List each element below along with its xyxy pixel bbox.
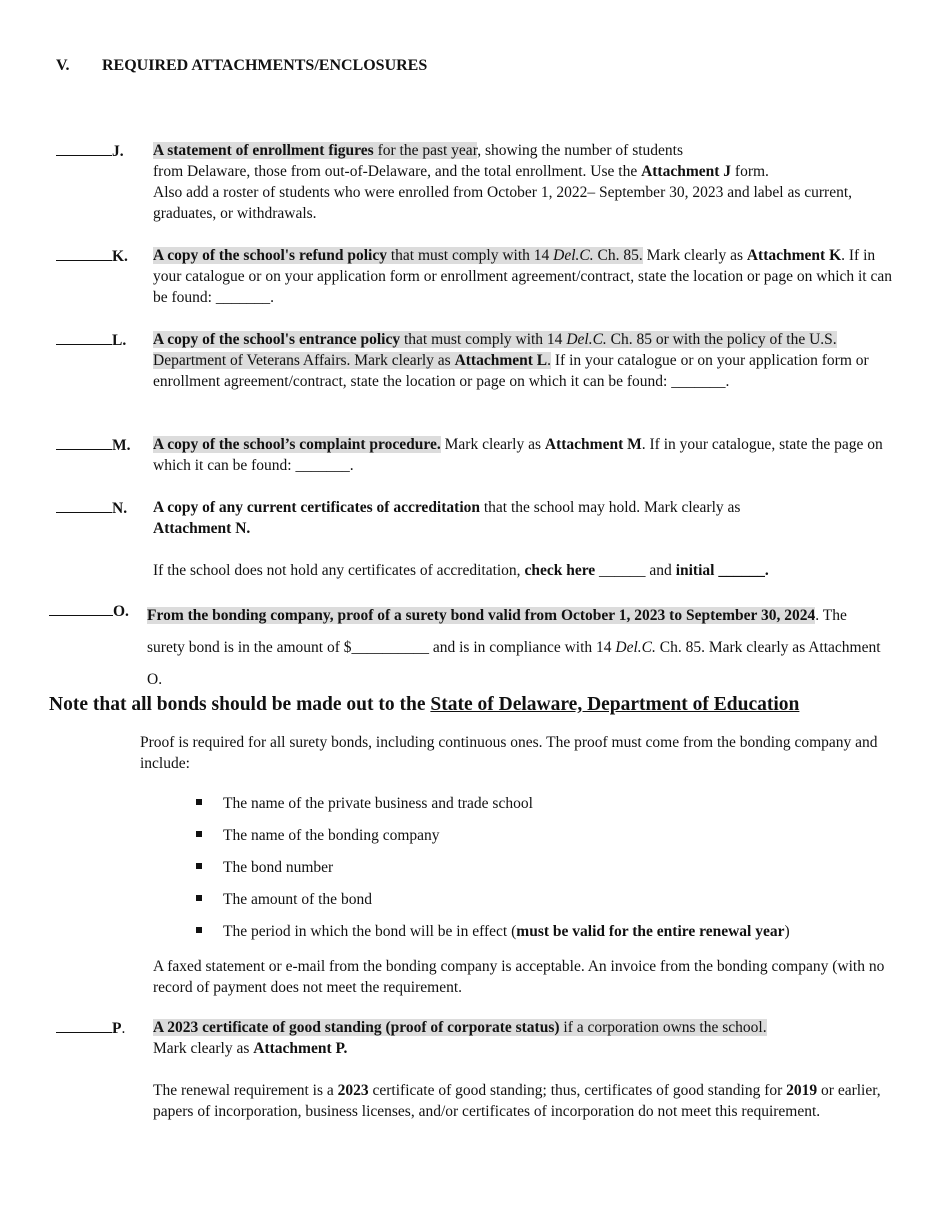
item-k-text: A copy of the school's refund policy that must comply with 14 Del.C. Ch. 85. Mark clearly as Attachment K. If in your catalogue or on your application form or enrollment agreement/contract, state the location or page on which it can be found: _______.: [153, 247, 892, 306]
bullet-icon: [196, 895, 202, 901]
bullet-icon: [196, 799, 202, 805]
blank-line[interactable]: [56, 1017, 112, 1033]
list-item: The bond number: [196, 859, 333, 877]
blank-line[interactable]: [56, 140, 112, 156]
item-label-n: N.: [56, 497, 127, 518]
section-heading: [56, 57, 427, 75]
section-title: REQUIRED ATTACHMENTS/ENCLOSURES: [102, 57, 428, 74]
item-o-text: From the bonding company, proof of a surety bond valid from October 1, 2023 to September 30, 2024. The surety bond is in the amount of $__________ and is in compliance with 14 Del.C. Ch. 85. Mark clearly as Attachment O.: [147, 607, 881, 688]
item-j-text: A statement of enrollment figures for the past year, showing the number of students from Delaware, those from out-of-Delaware, and the total enrollment. Use the Attachment J form. Also add a roster of students who were enrolled from October 1, 2022– September 30, 2023 and label as current, graduates, or withdrawals.: [153, 142, 853, 222]
blank-line[interactable]: [56, 245, 112, 261]
item-p-text: A 2023 certificate of good standing (proof of corporate status) if a corporation owns the school. Mark clearly as Attachment P. The renewal requirement is a 2023 certificate of good standing; thus, certificates of good standing for 2019 or earlier, papers of incorporation, business licenses, and/or certificates of incorporation do not meet this requirement.: [153, 1019, 881, 1120]
item-label-p: P.: [56, 1017, 125, 1038]
item-l-text: A copy of the school's entrance policy that must comply with 14 Del.C. Ch. 85 or with the policy of the U.S. Department of Veterans Affairs. Mark clearly as Attachment L. If in your catalogue or on your application form or enrollment agreement/contract, state the location or page on which it can be found: _______.: [153, 331, 869, 390]
item-n-text: A copy of any current certificates of accreditation that the school may hold. Mark clearly as Attachment N. If the school does not hold any certificates of accreditation, check here ______ and initial ______.: [153, 499, 769, 579]
blank-line[interactable]: [56, 497, 112, 513]
item-m-text: A copy of the school’s complaint procedure. Mark clearly as Attachment M. If in your catalogue, state the page on which it can be found: _______.: [153, 436, 883, 474]
list-item: The period in which the bond will be in effect (must be valid for the entire renewal year): [196, 923, 790, 941]
list-item: The amount of the bond: [196, 891, 372, 909]
item-label-k: K.: [56, 245, 128, 266]
blank-line[interactable]: [49, 600, 113, 616]
proof-intro: Proof is required for all surety bonds, including continuous ones. The proof must come from the bonding company and include:: [140, 734, 878, 772]
section-number: V.: [56, 57, 70, 74]
bullet-icon: [196, 831, 202, 837]
list-item: The name of the bonding company: [196, 827, 440, 845]
bullet-icon: [196, 863, 202, 869]
item-label-m: M.: [56, 434, 131, 455]
bullet-icon: [196, 927, 202, 933]
item-label-j: J.: [56, 140, 124, 161]
item-label-l: L.: [56, 329, 126, 350]
bond-note: Note that all bonds should be made out to the State of Delaware, Department of Education: [49, 694, 800, 715]
blank-line[interactable]: [56, 434, 112, 450]
fax-note: A faxed statement or e-mail from the bonding company is acceptable. An invoice from the bonding company (with no record of payment does not meet the requirement.: [153, 958, 885, 996]
item-label-o: O.: [49, 600, 129, 621]
list-item: The name of the private business and trade school: [196, 795, 533, 813]
blank-line[interactable]: [56, 329, 112, 345]
